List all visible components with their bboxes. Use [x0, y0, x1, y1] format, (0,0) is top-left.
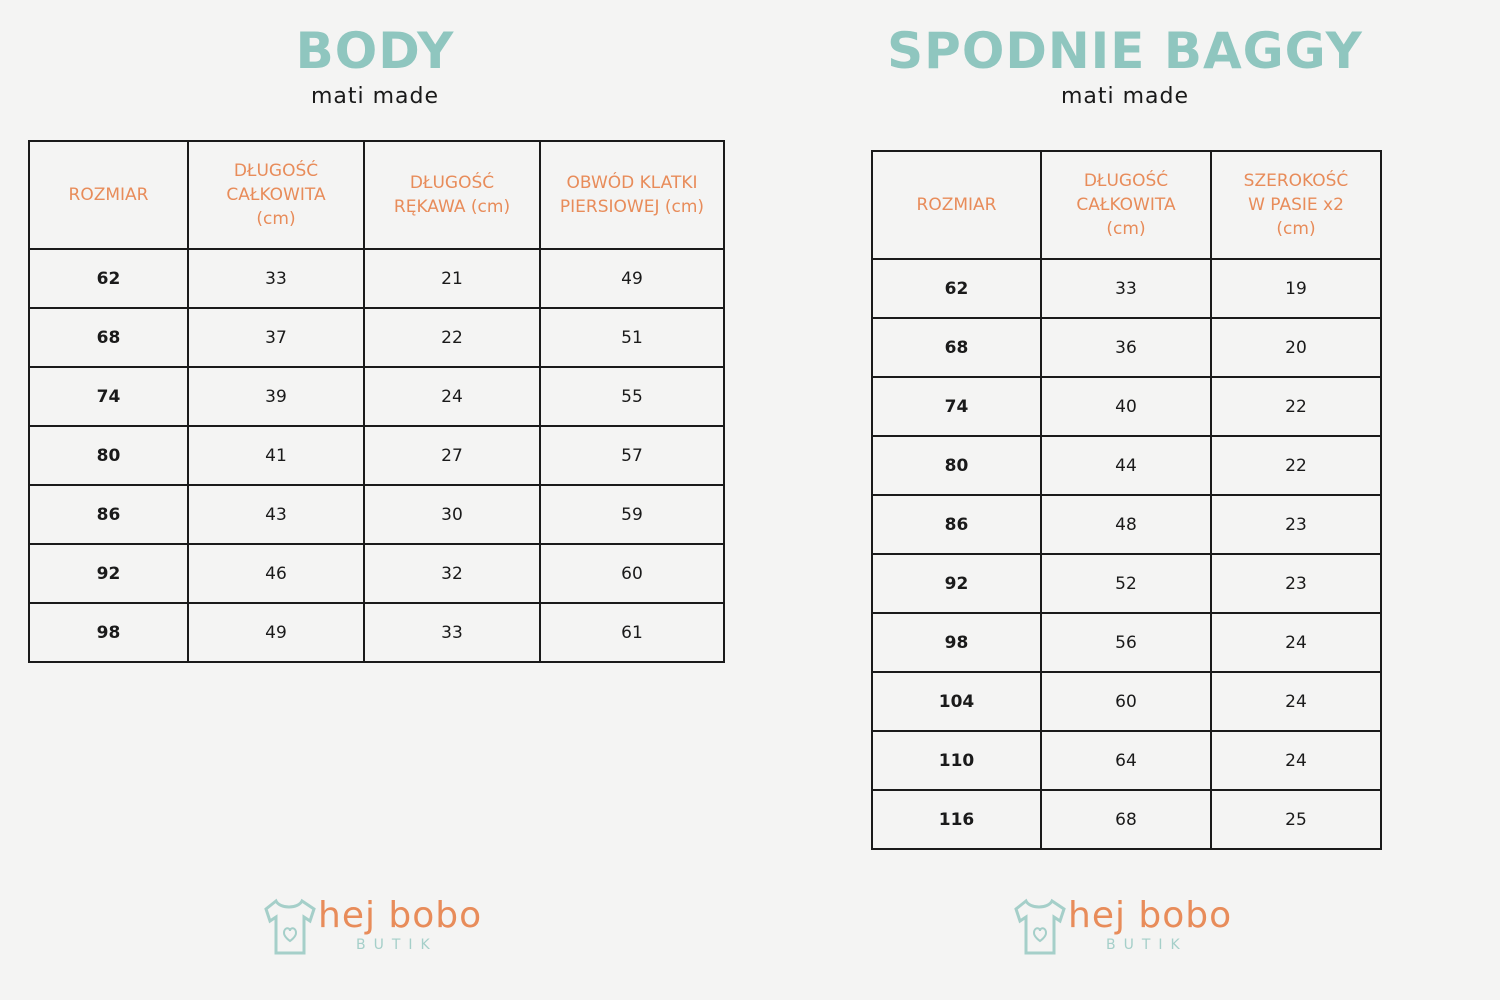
- table-row: [872, 672, 1381, 731]
- table-row: [872, 731, 1381, 790]
- size-cell: 92: [29, 544, 188, 603]
- table-row: [872, 790, 1381, 849]
- column-header: ROZMIAR: [872, 151, 1041, 259]
- measurement-cell: 40: [1041, 377, 1211, 436]
- size-cell: 62: [29, 249, 188, 308]
- table-row: [872, 318, 1381, 377]
- measurement-cell: 25: [1211, 790, 1381, 849]
- column-header: DŁUGOŚĆ RĘKAWA (cm): [364, 141, 540, 249]
- size-cell: 80: [29, 426, 188, 485]
- measurement-cell: 52: [1041, 554, 1211, 613]
- size-cell: 116: [872, 790, 1041, 849]
- logo-name: hej bobo: [1068, 895, 1233, 936]
- measurement-cell: 32: [364, 544, 540, 603]
- pants-panel: [750, 0, 1500, 1000]
- measurement-cell: 64: [1041, 731, 1211, 790]
- measurement-cell: 30: [364, 485, 540, 544]
- measurement-cell: 23: [1211, 554, 1381, 613]
- measurement-cell: 43: [188, 485, 364, 544]
- measurement-cell: 49: [188, 603, 364, 662]
- baby-shirt-icon: [1012, 897, 1066, 957]
- table-row: [29, 249, 724, 308]
- table-row: [872, 495, 1381, 554]
- measurement-cell: 24: [1211, 613, 1381, 672]
- size-cell: 86: [872, 495, 1041, 554]
- measurement-cell: 51: [540, 308, 724, 367]
- table-row: [29, 544, 724, 603]
- measurement-cell: 24: [1211, 731, 1381, 790]
- measurement-cell: 57: [540, 426, 724, 485]
- column-header: DŁUGOŚĆ CAŁKOWITA (cm): [188, 141, 364, 249]
- baby-shirt-icon: [262, 897, 316, 957]
- logo-sub: BUTIK: [356, 937, 438, 953]
- column-header: ROZMIAR: [29, 141, 188, 249]
- measurement-cell: 20: [1211, 318, 1381, 377]
- table-row: [872, 377, 1381, 436]
- table-row: [29, 308, 724, 367]
- table-row: [872, 436, 1381, 495]
- table-row: [29, 485, 724, 544]
- measurement-cell: 37: [188, 308, 364, 367]
- pants-logo: [1012, 895, 1242, 960]
- measurement-cell: 24: [1211, 672, 1381, 731]
- size-cell: 98: [29, 603, 188, 662]
- body-subtitle: mati made: [310, 84, 440, 109]
- measurement-cell: 19: [1211, 259, 1381, 318]
- pants-size-table: [871, 150, 1382, 850]
- logo-sub: BUTIK: [1106, 937, 1188, 953]
- size-cell: 74: [29, 367, 188, 426]
- measurement-cell: 49: [540, 249, 724, 308]
- size-cell: 104: [872, 672, 1041, 731]
- size-cell: 110: [872, 731, 1041, 790]
- measurement-cell: 33: [188, 249, 364, 308]
- logo-name: hej bobo: [318, 895, 483, 936]
- column-header: SZEROKOŚĆ W PASIE x2 (cm): [1211, 151, 1381, 259]
- size-cell: 86: [29, 485, 188, 544]
- measurement-cell: 33: [1041, 259, 1211, 318]
- size-cell: 98: [872, 613, 1041, 672]
- measurement-cell: 55: [540, 367, 724, 426]
- body-size-table: [28, 140, 725, 663]
- size-cell: 80: [872, 436, 1041, 495]
- measurement-cell: 48: [1041, 495, 1211, 554]
- column-header: DŁUGOŚĆ CAŁKOWITA (cm): [1041, 151, 1211, 259]
- body-title: BODY: [295, 22, 455, 80]
- size-cell: 92: [872, 554, 1041, 613]
- measurement-cell: 60: [1041, 672, 1211, 731]
- measurement-cell: 56: [1041, 613, 1211, 672]
- measurement-cell: 22: [1211, 436, 1381, 495]
- table-row: [872, 613, 1381, 672]
- measurement-cell: 23: [1211, 495, 1381, 554]
- measurement-cell: 61: [540, 603, 724, 662]
- table-header-row: [29, 141, 724, 249]
- measurement-cell: 41: [188, 426, 364, 485]
- measurement-cell: 22: [364, 308, 540, 367]
- table-header-row: [872, 151, 1381, 259]
- measurement-cell: 33: [364, 603, 540, 662]
- measurement-cell: 21: [364, 249, 540, 308]
- body-logo: [262, 895, 492, 960]
- measurement-cell: 27: [364, 426, 540, 485]
- measurement-cell: 36: [1041, 318, 1211, 377]
- size-cell: 62: [872, 259, 1041, 318]
- measurement-cell: 22: [1211, 377, 1381, 436]
- size-cell: 68: [872, 318, 1041, 377]
- pants-subtitle: mati made: [1060, 84, 1190, 109]
- measurement-cell: 46: [188, 544, 364, 603]
- measurement-cell: 68: [1041, 790, 1211, 849]
- size-cell: 68: [29, 308, 188, 367]
- measurement-cell: 39: [188, 367, 364, 426]
- table-row: [29, 426, 724, 485]
- measurement-cell: 24: [364, 367, 540, 426]
- table-row: [29, 367, 724, 426]
- column-header: OBWÓD KLATKI PIERSIOWEJ (cm): [540, 141, 724, 249]
- table-row: [872, 259, 1381, 318]
- table-row: [29, 603, 724, 662]
- measurement-cell: 59: [540, 485, 724, 544]
- size-cell: 74: [872, 377, 1041, 436]
- pants-title: SPODNIE BAGGY: [887, 22, 1363, 80]
- measurement-cell: 60: [540, 544, 724, 603]
- measurement-cell: 44: [1041, 436, 1211, 495]
- table-row: [872, 554, 1381, 613]
